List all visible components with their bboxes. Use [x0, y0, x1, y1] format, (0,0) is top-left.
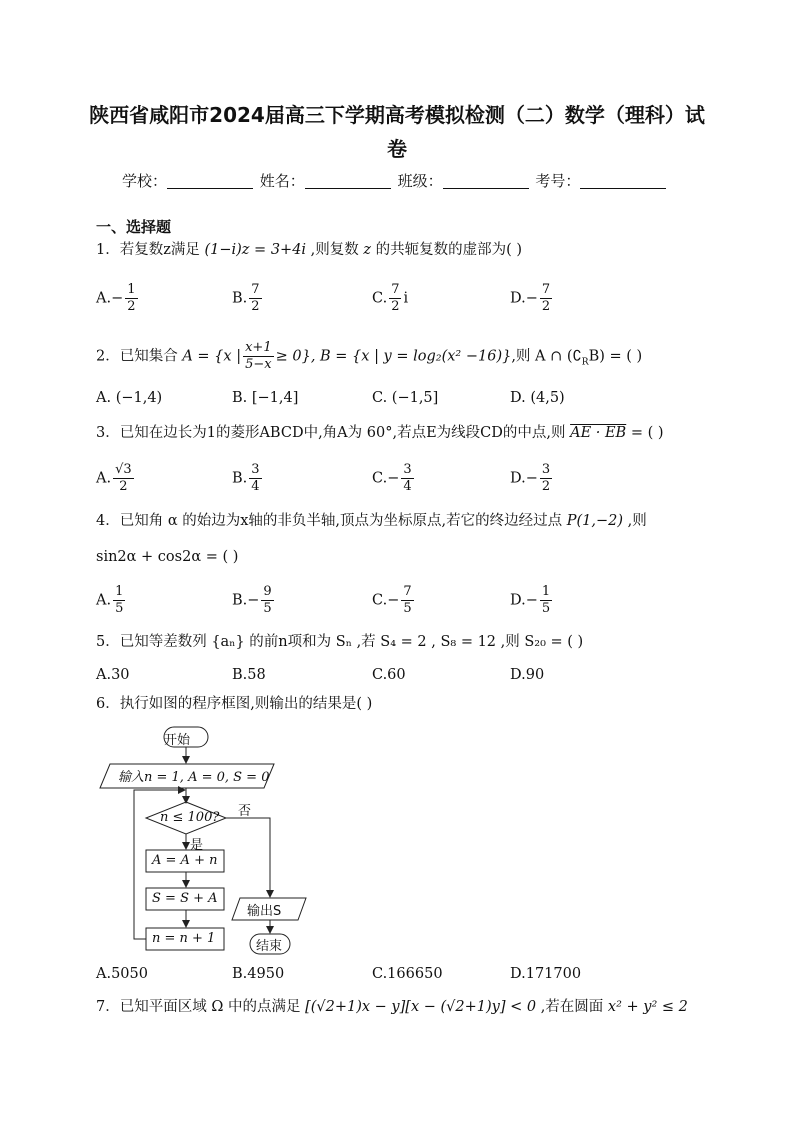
q4-b-fraction	[261, 584, 273, 617]
q4-d-label: D.	[510, 592, 526, 609]
q4-text-a: 4．已知角 α 的始边为x轴的非负半轴,顶点为坐标原点,若它的终边经过点	[96, 513, 563, 529]
q1-b-num: 7	[251, 282, 260, 297]
q4-d-fraction	[540, 584, 552, 617]
q4-c-label: C.	[372, 592, 388, 609]
q2-option-a[interactable]: A. (−1,4)	[96, 390, 163, 406]
q1-expression: (1−i)z = 3+4i	[204, 242, 307, 258]
number-blank[interactable]	[580, 173, 666, 189]
question-2-stem	[96, 340, 642, 373]
question-5-stem: 5．已知等差数列 {aₙ} 的前n项和为 Sₙ ,若 S₄ = 2 , S₈ = 12 ,则 S₂₀ = ( )	[96, 634, 584, 650]
q1-text-a: 1．若复数z满足	[96, 242, 200, 258]
q5-option-c[interactable]: C.60	[372, 667, 406, 683]
question-4-stem	[96, 511, 647, 531]
q2-option-d[interactable]: D. (4,5)	[510, 390, 565, 406]
flow-end-label: 结束	[256, 939, 283, 954]
q1-d-den: 2	[541, 299, 551, 314]
q3-b-label: B.	[232, 470, 248, 487]
q1-b-fraction	[249, 282, 261, 315]
q4-b-sign: −	[247, 592, 260, 609]
q1-a-num: 1	[127, 282, 136, 297]
q7-circle: x² + y² ≤ 2	[607, 999, 688, 1015]
q1-c-num: 7	[391, 282, 400, 297]
q4-d-den: 5	[541, 601, 551, 616]
flow-start-label: 开始	[164, 733, 191, 748]
q4-option-b[interactable]	[232, 584, 276, 617]
q1-d-sign: −	[525, 290, 538, 307]
q2-setA-pre: A = {x |	[182, 348, 242, 365]
q4-option-c[interactable]	[372, 584, 416, 617]
q4-a-label: A.	[96, 592, 112, 609]
q7-text-a: 7．已知平面区域 Ω 中的点满足	[96, 999, 301, 1015]
q3-d-num: 3	[541, 462, 551, 477]
q4-c-den: 5	[403, 601, 412, 616]
q1-option-c[interactable]	[372, 282, 408, 315]
q3-a-num: √3	[115, 462, 132, 477]
name-blank[interactable]	[305, 173, 391, 189]
q1-option-b[interactable]	[232, 282, 264, 315]
q1-option-a[interactable]	[96, 282, 140, 315]
q1-a-label: A.	[96, 290, 112, 307]
q7-text-b: ,若在圆面	[540, 999, 604, 1015]
q2-setB: , B = {x | y = log₂(x² −16)}	[310, 348, 512, 365]
q1-a-sign: −	[111, 290, 124, 307]
q1-text-c: 的共轭复数的虚部为( )	[375, 242, 523, 258]
q1-a-fraction	[125, 282, 137, 315]
q3-option-c[interactable]	[372, 462, 416, 495]
q1-variable: z	[363, 242, 372, 258]
q2-setA-post: ≥ 0}	[275, 348, 311, 365]
q4-c-fraction	[401, 584, 413, 617]
q2-setA-fraction	[243, 340, 274, 373]
q2-setA-den: 5−x	[245, 357, 272, 372]
section-heading: 一、选择题	[96, 218, 172, 236]
q3-a-den: 2	[119, 479, 128, 494]
q3-d-sign: −	[525, 470, 538, 487]
q3-c-sign: −	[387, 470, 400, 487]
class-label: 班级：	[397, 172, 443, 190]
q3-d-den: 2	[541, 479, 551, 494]
q1-a-den: 2	[127, 299, 136, 314]
q6-option-c[interactable]: C.166650	[372, 966, 443, 982]
q5-option-a[interactable]: A.30	[96, 667, 130, 683]
q3-d-label: D.	[510, 470, 526, 487]
q4-option-d[interactable]	[510, 584, 554, 617]
q3-d-fraction	[540, 462, 552, 495]
q2-option-c[interactable]: C. (−1,5]	[372, 390, 439, 406]
school-blank[interactable]	[167, 173, 253, 189]
q4-text-b: ,则	[627, 513, 647, 529]
page-title-line2: 卷	[387, 137, 407, 161]
q4-point: P(1,−2)	[566, 513, 624, 529]
q3-text-end: = ( )	[630, 425, 664, 441]
q3-a-fraction	[113, 462, 134, 495]
flow-no-label: 否	[238, 804, 252, 819]
flow-step3-label: n = n + 1	[152, 931, 216, 946]
question-3-stem	[96, 423, 664, 443]
q3-vector: AE · EB	[570, 425, 627, 441]
q1-option-d[interactable]	[510, 282, 554, 315]
q3-b-fraction	[249, 462, 261, 495]
q4-b-num: 9	[263, 584, 272, 599]
q2-text-b: ,则 A ∩ (∁	[511, 348, 582, 365]
q3-option-d[interactable]	[510, 462, 554, 495]
flow-arrow-no	[226, 818, 270, 896]
q3-c-fraction	[401, 462, 413, 495]
q3-option-a[interactable]	[96, 462, 136, 495]
q4-d-sign: −	[525, 592, 538, 609]
q7-expression: [(√2+1)x − y][x − (√2+1)y] < 0	[305, 999, 537, 1015]
q1-b-den: 2	[251, 299, 260, 314]
flow-step2-label: S = S + A	[152, 891, 218, 906]
school-label: 学校：	[122, 172, 168, 190]
q1-c-fraction	[389, 282, 401, 315]
q4-option-a[interactable]	[96, 584, 127, 617]
q1-d-fraction	[540, 282, 552, 315]
q3-c-label: C.	[372, 470, 388, 487]
q4-c-num: 7	[403, 584, 412, 599]
q4-d-num: 1	[541, 584, 551, 599]
q1-text-b: ,则复数	[310, 242, 359, 258]
q4-a-den: 5	[115, 601, 124, 616]
q2-text-c: B) = ( )	[588, 348, 643, 365]
flow-input-label: 输入n = 1, A = 0, S = 0	[118, 770, 270, 785]
q3-a-label: A.	[96, 470, 112, 487]
flow-step1-label: A = A + n	[152, 853, 218, 868]
q4-b-label: B.	[232, 592, 248, 609]
q6-option-a[interactable]: A.5050	[96, 966, 148, 982]
q4-c-sign: −	[387, 592, 400, 609]
flow-output-label: 输出S	[247, 904, 282, 919]
question-1-stem	[96, 240, 522, 260]
number-label: 考号：	[535, 172, 581, 190]
q5-option-d[interactable]: D.90	[510, 667, 545, 683]
q3-c-den: 4	[403, 479, 412, 494]
question-4-line2: sin2α + cos2α = ( )	[96, 549, 239, 565]
q3-option-b[interactable]	[232, 462, 264, 495]
q1-c-den: 2	[391, 299, 400, 314]
question-7-stem	[96, 997, 688, 1017]
name-label: 姓名：	[259, 172, 305, 190]
flow-yes-label: 是	[190, 838, 204, 853]
q6-option-b[interactable]: B.4950	[232, 966, 285, 982]
q2-option-b[interactable]: B. [−1,4]	[232, 390, 299, 406]
q3-b-den: 4	[251, 479, 260, 494]
q4-b-den: 5	[263, 601, 272, 616]
page-title-line1: 陕西省咸阳市2024届高三下学期高考模拟检测（二）数学（理科）试	[89, 103, 705, 127]
q3-c-num: 3	[403, 462, 412, 477]
q4-a-num: 1	[115, 584, 124, 599]
student-info-line	[122, 170, 668, 191]
q1-c-label: C.	[372, 290, 388, 307]
q3-b-num: 3	[251, 462, 260, 477]
q2-complement-sub: R	[581, 357, 589, 368]
q2-text-a: 2．已知集合	[96, 348, 178, 365]
class-blank[interactable]	[443, 173, 529, 189]
q5-option-b[interactable]: B.58	[232, 667, 266, 683]
q1-c-suffix: i	[403, 290, 409, 307]
q6-option-d[interactable]: D.171700	[510, 966, 582, 982]
q3-text: 3．已知在边长为1的菱形ABCD中,角A为 60°,若点E为线段CD的中点,则	[96, 425, 566, 441]
question-6-stem: 6．执行如图的程序框图,则输出的结果是( )	[96, 696, 373, 712]
flow-condition-label: n ≤ 100?	[160, 810, 220, 825]
flowchart-diagram	[90, 722, 320, 962]
q4-a-fraction	[113, 584, 125, 617]
q2-setA-num: x+1	[245, 340, 272, 355]
q1-b-label: B.	[232, 290, 248, 307]
q1-d-label: D.	[510, 290, 526, 307]
q1-d-num: 7	[541, 282, 551, 297]
